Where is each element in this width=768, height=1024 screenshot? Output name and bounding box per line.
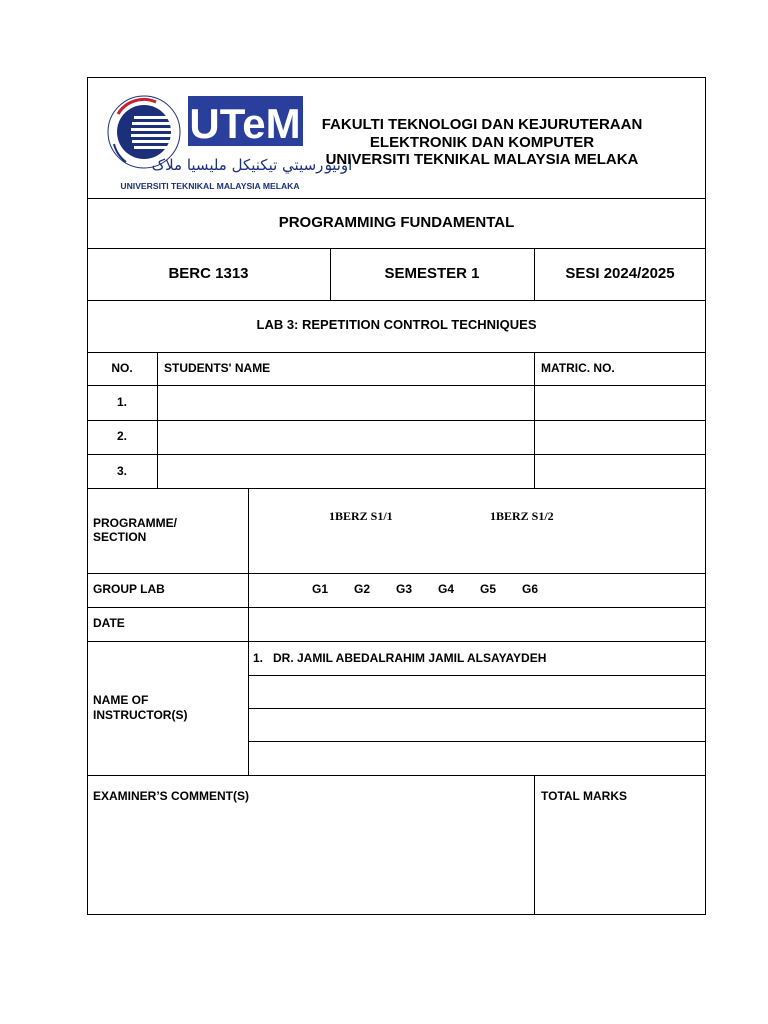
group-option: G2 [354, 582, 371, 596]
jawi-text: اونيۏرسيتي تيكنيکل مليسيا ملاک [151, 156, 353, 174]
header-student-name: STUDENTS' NAME [164, 361, 271, 375]
row-divider [87, 775, 706, 776]
col-divider [248, 488, 249, 776]
col-divider [534, 352, 535, 489]
row-divider [87, 454, 706, 455]
utem-logo [106, 94, 353, 194]
instructor-name: 1. DR. JAMIL ABEDALRAHIM JAMIL ALSAYAYDEH [253, 651, 547, 665]
faculty-line-2: ELEKTRONIK DAN KOMPUTER [369, 134, 595, 151]
row-divider [248, 675, 706, 676]
faculty-line-1: FAKULTI TEKNOLOGI DAN KEJURUTERAAN [321, 116, 643, 133]
course-code: BERC 1313 [168, 265, 249, 282]
row-divider [87, 300, 706, 301]
border-bottom [87, 914, 706, 915]
total-marks-label: TOTAL MARKS [541, 789, 627, 803]
group-option: G5 [480, 582, 497, 596]
group-lab-label: GROUP LAB [93, 582, 165, 596]
date-label: DATE [93, 616, 125, 630]
university-name: UNIVERSITI TEKNIKAL MALAYSIA MELAKA [325, 151, 639, 168]
programme-label-line-2: SECTION [93, 530, 147, 544]
utem-logo-graphic [106, 94, 353, 194]
col-divider [534, 775, 535, 915]
section-option: 1BERZ S1/1 [329, 509, 393, 523]
row-number: 3. [116, 464, 127, 478]
lab-title: LAB 3: REPETITION CONTROL TECHNIQUES [256, 317, 537, 332]
lab-cover-form [87, 77, 706, 915]
section-option: 1BERZ S1/2 [490, 509, 554, 523]
header-no: NO. [111, 361, 133, 375]
instructor-label-line-1: NAME OF [93, 693, 149, 707]
row-divider [87, 198, 706, 199]
logo-caption: UNIVERSITI TEKNIKAL MALAYSIA MELAKA [120, 181, 300, 191]
row-divider [87, 385, 706, 386]
course-title: PROGRAMMING FUNDAMENTAL [278, 214, 515, 231]
instructor-label-line-2: INSTRUCTOR(S) [93, 708, 188, 722]
row-divider [248, 708, 706, 709]
row-divider [87, 352, 706, 353]
border-left [87, 77, 88, 915]
row-divider [87, 248, 706, 249]
session: SESI 2024/2025 [565, 265, 675, 282]
row-divider [87, 420, 706, 421]
border-top [87, 77, 706, 78]
row-divider [87, 573, 706, 574]
semester: SEMESTER 1 [384, 265, 480, 282]
row-divider [87, 607, 706, 608]
group-option: G3 [396, 582, 413, 596]
brand-text: UTeM [189, 100, 301, 147]
row-divider [87, 641, 706, 642]
programme-label-line-1: PROGRAMME/ [93, 516, 177, 530]
row-divider [87, 488, 706, 489]
col-divider [157, 352, 158, 489]
header-matric-no: MATRIC. NO. [541, 361, 615, 375]
border-right [705, 77, 706, 915]
row-number: 1. [116, 395, 127, 409]
group-option: G6 [522, 582, 539, 596]
group-option: G4 [438, 582, 455, 596]
row-divider [248, 741, 706, 742]
group-option: G1 [312, 582, 329, 596]
examiner-comments-label: EXAMINER’S COMMENT(S) [93, 789, 249, 803]
row-number: 2. [116, 429, 127, 443]
